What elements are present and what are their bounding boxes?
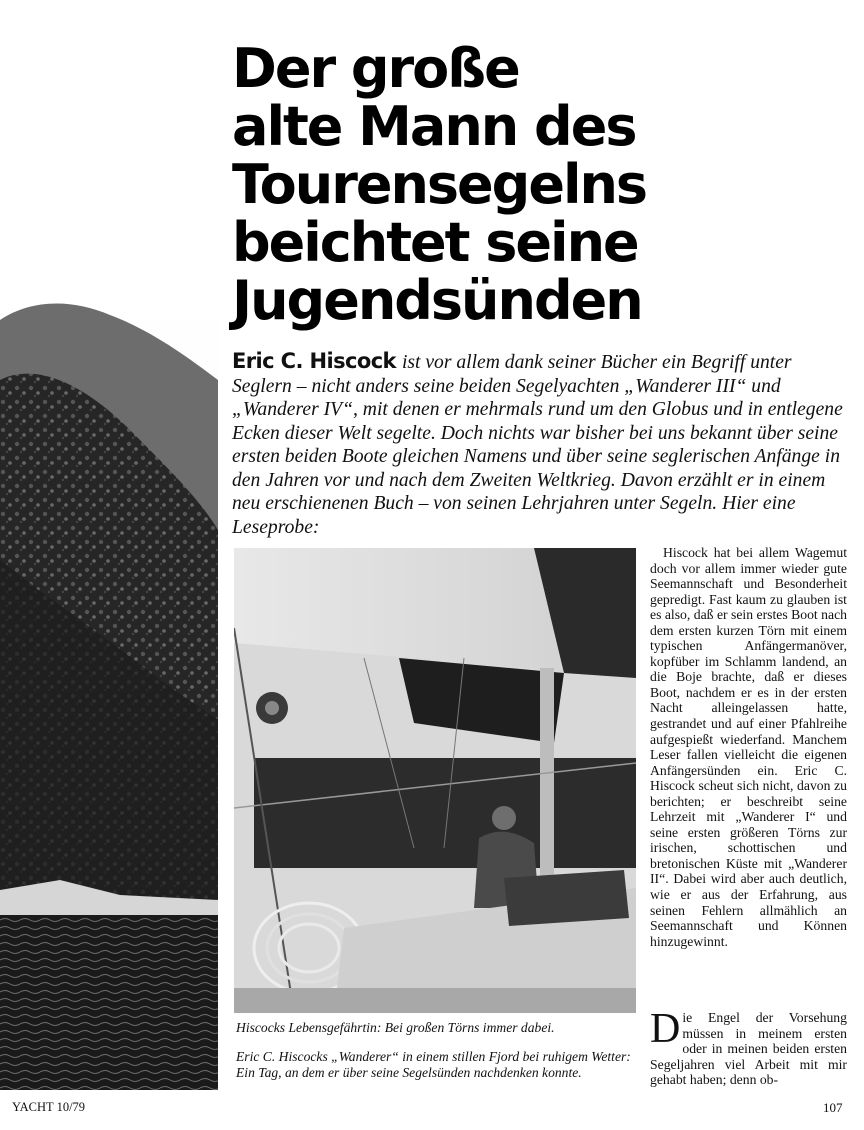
fjord-photo xyxy=(0,300,218,1090)
headline-line: Jugendsünden xyxy=(232,269,642,332)
photo-caption: Eric C. Hiscocks „Wanderer“ in einem stillen Fjord bei ruhigem Wetter: Ein Tag, an dem er über seine Segelsünden nachdenken konnte. xyxy=(236,1049,631,1080)
photo-caption: Hiscocks Lebensgefährtin: Bei großen Törns immer dabei. xyxy=(236,1020,555,1035)
drop-cap: D xyxy=(650,1006,681,1052)
lead-text: ist vor allem dank seiner Bücher ein Begriff unter Seglern – nicht anders seine beiden Segelyachten „Wanderer III“ und „Wanderer IV“, mit denen er mehrmals rund um den Globus und in entlegene Ecken dieser Welt segelte. Doch nichts war bisher bei uns bekannt über seine ersten beiden Boote gleichen Namens und über seine seglerischen Anfänge in den Jahren vor und nach dem Zweiten Weltkrieg. Davon erzählt er in einem neu erschienenen Buch – von seinen Lehrjahren unter Segeln. Hier eine Leseprobe: xyxy=(232,352,843,538)
lead-author: Eric C. Hiscock xyxy=(232,349,396,373)
magazine-issue: YACHT 10/79 xyxy=(12,1100,86,1114)
page-number: 107 xyxy=(823,1100,843,1115)
body-paragraph xyxy=(650,1006,847,1088)
body-paragraph-text: ie Engel der Vorsehung müssen in meinem ersten oder in meinen beiden ersten Segeljahren viel Arbeit mit mir gehabt haben; denn ob- xyxy=(650,1010,847,1088)
headline-line: beichtet seine xyxy=(232,211,638,274)
sailboat-photo xyxy=(234,548,636,1013)
article-headline xyxy=(232,37,852,332)
headline-line: Tourensegelns xyxy=(232,153,647,216)
lead-paragraph xyxy=(232,350,852,539)
headline-line: alte Mann des xyxy=(232,95,636,158)
body-paragraph: Hiscock hat bei allem Wagemut doch vor allem immer wieder gute Seemannschaft und Besonderheit gepredigt. Fast kaum zu glauben ist es also, daß er sein erstes Boot nach dem ersten kurzen Törn mit einem typischen Anfängermanöver, kopfüber im Schlamm landend, an die Boje brachte, daß er dieses Boot, nachdem er es in der ersten Nacht alleingelassen hatte, gestrandet und auf einer Pfahlreihe aufgespießt wiederfand. Manchem Leser fallen vielleicht die eigenen Anfängersünden ein. Eric C. Hiscock scheut sich nicht, davon zu berichten; er beschreibt seine Lehrzeit mit „Wanderer I“ und seine ersten größeren Törns zur irischen, schottischen und bretonischen Küste mit „Wanderer II“. Dabei wird aber auch deutlich, wie er aus der Erfahrung, aus seinen Fehlern allmählich an Seemannschaft und Können hinzugewinnt. xyxy=(650,545,847,949)
headline-line: Der große xyxy=(232,37,519,100)
